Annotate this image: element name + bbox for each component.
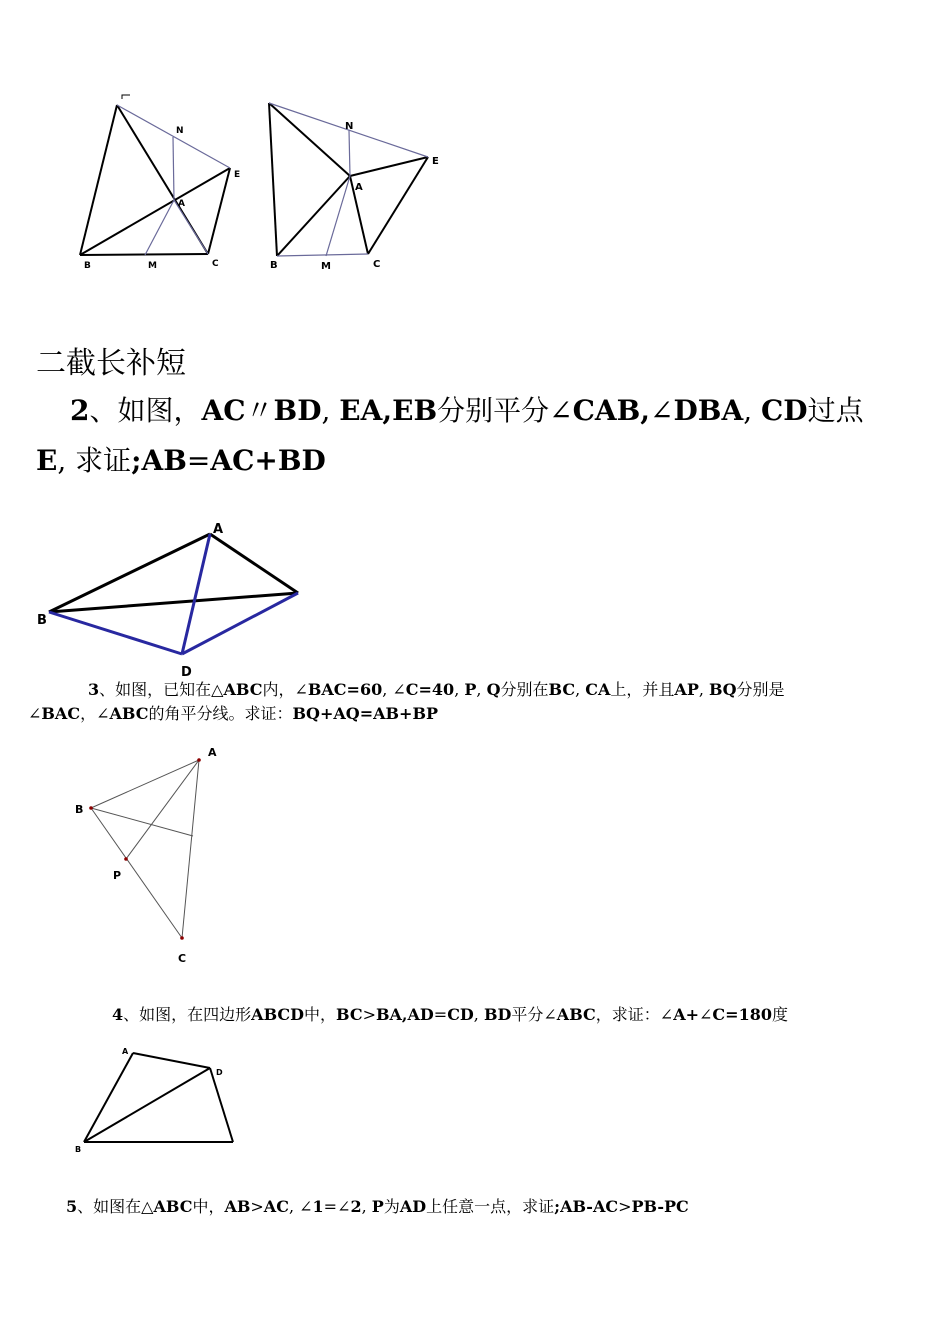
problem-2-text: 2、如图，AC〃BD, EA,EB分别平分∠CAB,∠DBA, CD过点 E, 求证;AB=AC+BD xyxy=(36,394,864,477)
figure-1 xyxy=(60,88,460,278)
label-E: E xyxy=(234,170,241,180)
problem-5-text: 5、如图在△ABC中，AB>AC, ∠1=∠2, P为AD上任意一点，求证;AB-AC>PB-PC xyxy=(66,1197,689,1216)
label-E: E xyxy=(432,156,439,167)
figure-1-right xyxy=(269,103,439,272)
label-B: B xyxy=(75,1145,82,1154)
label-P: P xyxy=(113,869,122,882)
label-B: B xyxy=(84,261,91,271)
figure-3 xyxy=(70,740,230,970)
label-A: A xyxy=(122,1047,129,1056)
label-C: C xyxy=(178,952,187,965)
label-A: A xyxy=(213,522,224,537)
label-D: D xyxy=(181,665,192,680)
label-B: B xyxy=(37,613,47,628)
figure-2 xyxy=(30,515,320,680)
problem-3-text: 3、如图，已知在△ABC内，∠BAC=60, ∠C=40, P, Q分别在BC, CA上，并且AP, BQ分别是 ∠BAC，∠ABC的角平分线。求证：BQ+AQ=AB+BP xyxy=(28,680,785,723)
label-A: A xyxy=(355,182,363,193)
label-C: C xyxy=(212,259,219,269)
section-heading: 二截长补短 xyxy=(36,346,186,381)
label-C: C xyxy=(373,259,381,270)
label-B: B xyxy=(270,260,278,271)
label-B: B xyxy=(75,803,84,816)
label-N: N xyxy=(345,121,354,132)
label-N: N xyxy=(176,126,184,136)
label-A: A xyxy=(208,746,217,759)
label-M: M xyxy=(321,261,331,272)
label-M: M xyxy=(148,261,157,271)
figure-1-left xyxy=(80,95,240,271)
problem-4-text: 4、如图，在四边形ABCD中，BC>BA,AD=CD, BD平分∠ABC，求证：∠A+∠C=180度 xyxy=(112,1005,788,1024)
figure-4 xyxy=(70,1040,250,1160)
label-D: D xyxy=(216,1068,223,1077)
label-A: A xyxy=(178,199,185,209)
